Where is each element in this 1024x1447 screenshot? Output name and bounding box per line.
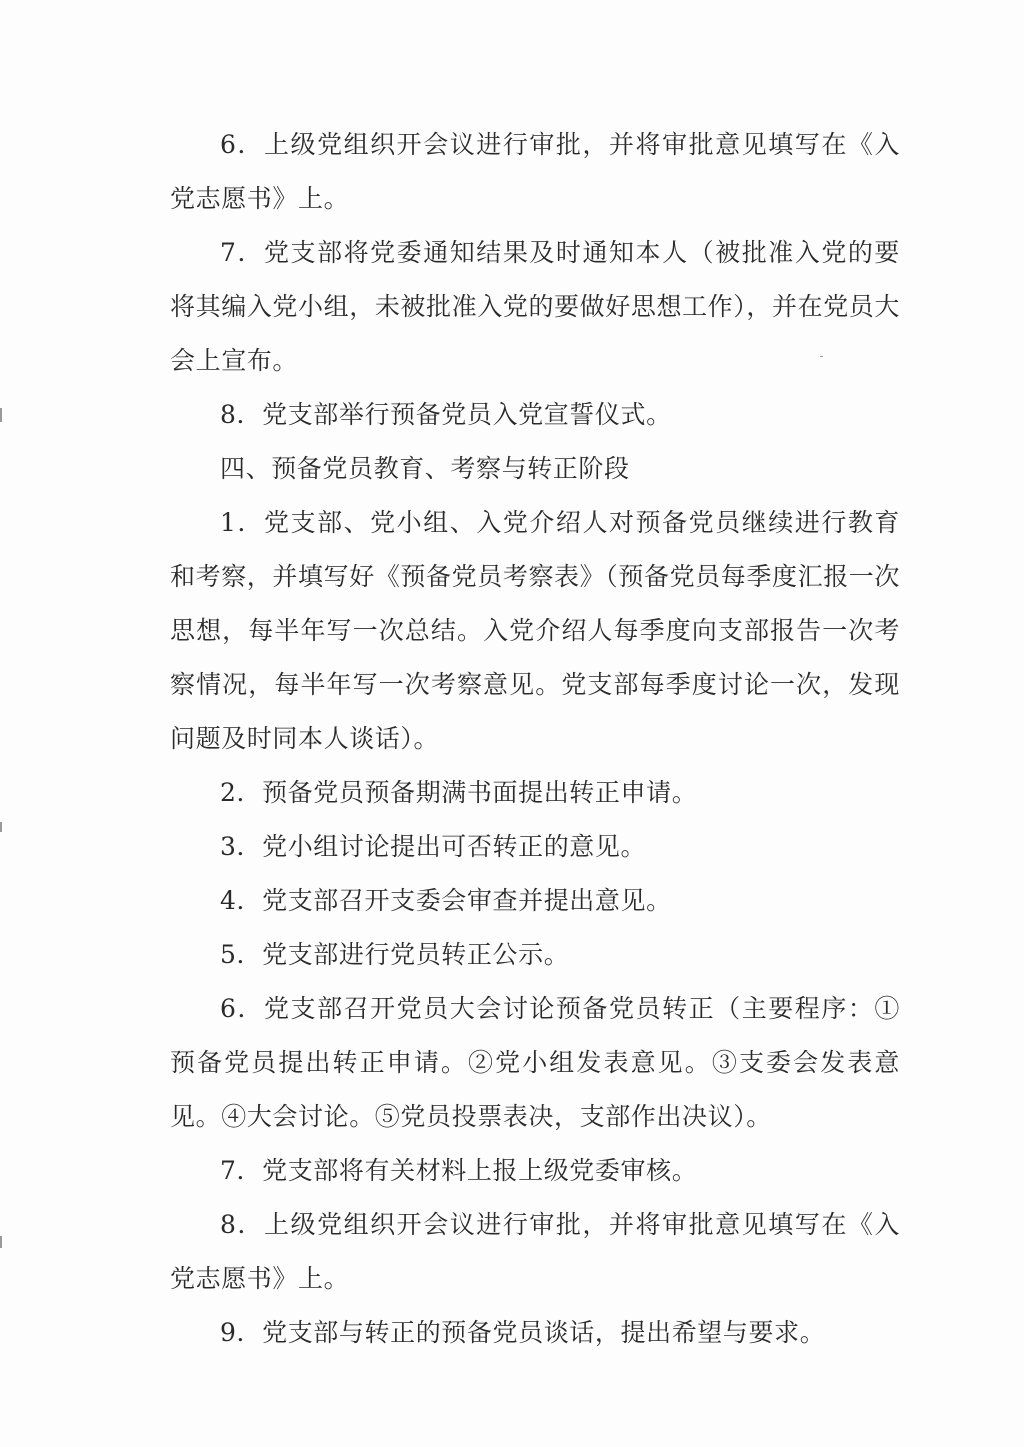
document-body	[170, 118, 900, 1360]
scan-edge-mark	[0, 408, 2, 422]
paragraph-section-step-5: 5．党支部进行党员转正公示。	[220, 940, 570, 969]
paragraph-section-step-8: 8．上级党组织开会议进行审批，并将审批意见填写在《入党志愿书》上。	[170, 1210, 900, 1293]
paragraph-section-step-6: 6．党支部召开党员大会讨论预备党员转正（主要程序：①预备党员提出转正申请。②党小组发表意见。③支委会发表意见。④大会讨论。⑤党员投票表决，支部作出决议）。	[170, 994, 900, 1131]
paragraph-section-step-1: 1．党支部、党小组、入党介绍人对预备党员继续进行教育和考察，并填写好《预备党员考察表》（预备党员每季度汇报一次思想，每半年写一次总结。入党介绍人每季度向支部报告一次考察情况，每半年写一次考察意见。党支部每季度讨论一次，发现问题及时同本人谈话）。	[170, 508, 900, 753]
paragraph-step-8-oath: 8．党支部举行预备党员入党宣誓仪式。	[220, 400, 672, 429]
scan-edge-mark	[0, 822, 2, 832]
paragraph-section-step-4: 4．党支部召开支委会审查并提出意见。	[220, 886, 672, 915]
paragraph-section-step-9: 9．党支部与转正的预备党员谈话，提出希望与要求。	[220, 1318, 826, 1347]
paragraph-section-step-2: 2．预备党员预备期满书面提出转正申请。	[220, 778, 698, 807]
paragraph-step-7-notification: 7．党支部将党委通知结果及时通知本人（被批准入党的要将其编入党小组，未被批准入党的要做好思想工作），并在党员大会上宣布。	[170, 238, 900, 375]
paragraph-section-step-3: 3．党小组讨论提出可否转正的意见。	[220, 832, 647, 861]
scan-edge-mark	[0, 1236, 2, 1248]
paragraph-step-6-approval: 6．上级党组织开会议进行审批，并将审批意见填写在《入党志愿书》上。	[170, 130, 900, 213]
paragraph-section-step-7: 7．党支部将有关材料上报上级党委审核。	[220, 1156, 698, 1185]
section-heading: 四、预备党员教育、考察与转正阶段	[220, 454, 630, 483]
